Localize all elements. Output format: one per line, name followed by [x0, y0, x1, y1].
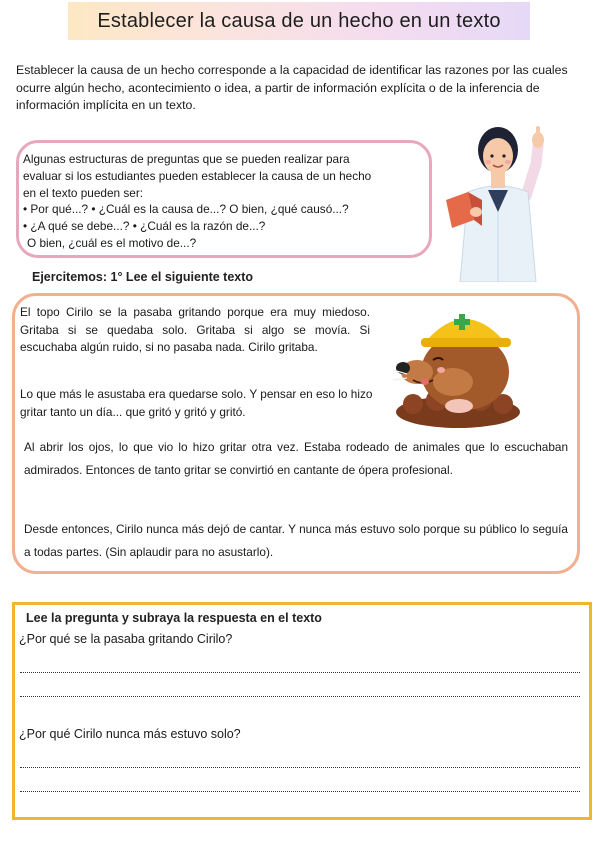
tip-line: • Por qué...? • ¿Cuál es la causa de...? O bien, ¿qué causó...?: [23, 202, 349, 217]
answer-line[interactable]: [20, 696, 580, 697]
intro-paragraph: Establecer la causa de un hecho corresponde a la capacidad de identificar las razones por las cuales ocurre algún hecho, acontecimiento o idea, a partir de información explícita o de la inferencia de información implícita en un texto.: [16, 63, 568, 112]
tip-line: • ¿A qué se debe...? • ¿Cuál es la razón de...?: [23, 219, 266, 234]
answer-line[interactable]: [20, 791, 580, 792]
tip-line: O bien, ¿cuál es el motivo de...?: [27, 235, 197, 250]
answer-line[interactable]: [20, 767, 580, 768]
story-paragraph-4: Desde entonces, Cirilo nunca más dejó de cantar. Y nunca más estuvo solo porque su público lo seguía a todas partes. (Sin aplaudir para no asustarlo).: [24, 522, 568, 559]
exercise-label: Ejercitemos: 1° Lee el siguiente texto: [32, 270, 254, 284]
question-2: ¿Por qué Cirilo nunca más estuvo solo?: [19, 727, 241, 741]
tip-line: Algunas estructuras de preguntas que se pueden realizar para: [23, 152, 350, 166]
story-paragraph-3: Al abrir los ojos, lo que vio lo hizo gritar otra vez. Estaba rodeado de animales que lo escuchaban admirados. Entonces de tanto gritar se convirtió en cantante de ópera profesional.: [24, 440, 568, 477]
story-paragraph-1: El topo Cirilo se la pasaba gritando porque era muy miedoso. Gritaba si se quedaba solo. Gritaba si algo se movía. Si escuchaba algún ruido, si no pasaba nada. Cirilo gritaba.: [20, 305, 370, 354]
story-paragraph-2: Lo que más le asustaba era quedarse solo. Y pensar en eso lo hizo gritar tanto un día... que gritó y gritó y gritó.: [20, 387, 373, 419]
page-title: Establecer la causa de un hecho en un texto: [97, 9, 501, 32]
answer-line[interactable]: [20, 672, 580, 673]
tip-line: en el texto pueden ser:: [23, 185, 144, 200]
title-banner: [68, 2, 530, 40]
mole-with-helmet-icon: [393, 300, 523, 430]
tip-line: evaluar si los estudiantes pueden establecer la causa de un hecho: [23, 168, 372, 183]
question-1: ¿Por qué se la pasaba gritando Cirilo?: [19, 632, 233, 646]
teacher-illustration-icon: [438, 112, 568, 282]
question-structures-box: [16, 140, 432, 258]
questions-heading: Lee la pregunta y subraya la respuesta en el texto: [26, 611, 322, 625]
